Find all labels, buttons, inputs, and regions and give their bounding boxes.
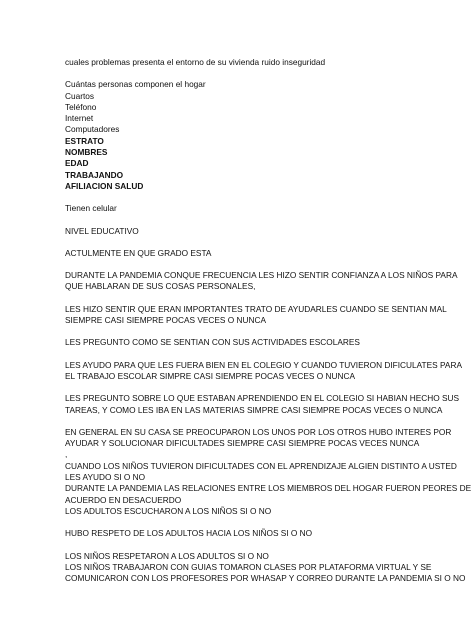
question-respeto: HUBO RESPETO DE LOS ADULTOS HACIA LOS NIÑOS SI O NO [65,528,313,539]
question-ayudo-line: EL TRABAJO ESCOLAR SIMPRE CASI SIEMPRE POCAS VECES O NUNCA [65,370,356,381]
household-item: Internet [65,113,94,124]
question-final-line: LOS NIÑOS TRABAJARON CON GUIAS TOMARON CLASES POR PLATAFORMA VIRTUAL Y SE [65,561,432,572]
question-final-line: LOS NIÑOS RESPETARON A LOS ADULTOS SI O NO [65,550,269,561]
question-general-line: LES AYUDO SI O NO [65,472,146,483]
question-confianza-line: QUE HABLARAN DE SUS COSAS PERSONALES, [65,281,256,292]
household-item: Computadores [65,124,120,135]
household-item: Teléfono [65,101,97,112]
question-aprendiendo-line: LES PREGUNTO SOBRE LO QUE ESTABAN APRENDIENDO EN EL COLEGIO SI HABIAN HECHO SUS [65,393,460,404]
question-general-line: LOS ADULTOS ESCUCHARON A LOS NIÑOS SI O NO [65,505,272,516]
household-item: Cuartos [65,90,95,101]
question-general-line: DURANTE LA PANDEMIA LAS RELACIONES ENTRE LOS MIEMBROS DEL HOGAR FUERON PEORES DE [65,483,472,494]
question-general-line: AYUDAR Y SOLUCIONAR DIFICULTADES SIEMPRE CASI SIEMPRE POCAS VECES NUNCA [65,438,420,449]
household-bold-item: ESTRATO [65,135,104,146]
household-question: Cuántas personas componen el hogar [65,79,206,90]
question-nivel-educativo: NIVEL EDUCATIVO [65,225,139,236]
title-line: cuales problemas presenta el entorno de su vivienda ruido inseguridad [65,57,326,67]
question-importantes-line: LES HIZO SENTIR QUE ERAN IMPORTANTES TRATO DE AYUDARLES CUANDO SE SENTIAN MAL [65,303,447,314]
question-importantes-line: SIEMPRE CASI SIEMPRE POCAS VECES O NUNCA [65,315,267,326]
question-general-line: , [65,449,68,460]
question-final-line: COMUNICARON CON LOS PROFESORES POR WHASAP Y CORREO DURANTE LA PANDEMIA SI O NO [65,573,466,584]
question-grado: ACTULMENTE EN QUE GRADO ESTA [65,247,212,258]
household-bold-item: EDAD [65,158,89,169]
household-bold-item: TRABAJANDO [65,169,124,180]
question-confianza-line: DURANTE LA PANDEMIA CONQUE FRECUENCIA LES HIZO SENTIR CONFIANZA A LOS NIÑOS PARA [65,270,458,281]
question-actividades: LES PREGUNTO COMO SE SENTIAN CON SUS ACTIVIDADES ESCOLARES [65,337,360,348]
question-general-line: CUANDO LOS NIÑOS TUVIERON DIFICULTADES CON EL APRENDIZAJE ALGIEN DISTINTO A USTED [65,460,457,471]
question-general-line: ACUERDO EN DESACUERDO [65,494,182,505]
household-bold-item: NOMBRES [65,147,108,158]
question-aprendiendo-line: TAREAS, Y COMO LES IBA EN LAS MATERIAS SIMPRE CASI SIEMPRE POCAS VECES O NUNCA [65,404,443,415]
question-celular: Tienen celular [65,203,117,214]
household-bold-item: AFILIACION SALUD [65,180,144,191]
question-ayudo-line: LES AYUDO PARA QUE LES FUERA BIEN EN EL COLEGIO Y CUANDO TUVIERON DIFICULATES PARA [65,359,462,370]
question-general-line: EN GENERAL EN SU CASA SE PREOCUPARON LOS UNOS POR LOS OTROS HUBO INTERES POR [65,426,452,437]
